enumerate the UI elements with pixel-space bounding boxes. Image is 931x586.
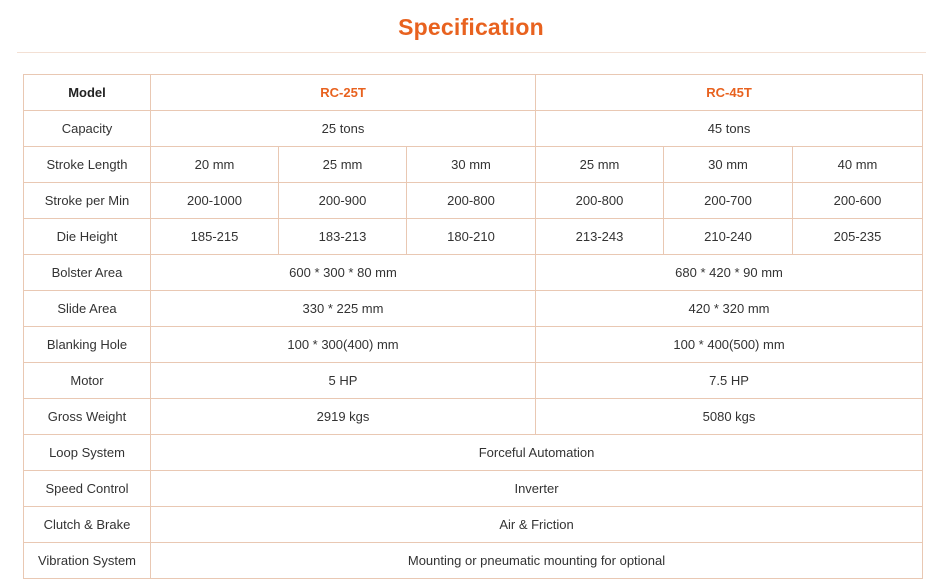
table-row	[24, 507, 923, 543]
specification-table	[23, 74, 923, 579]
table-cell: 420 * 320 mm	[536, 291, 923, 327]
row-label: Blanking Hole	[24, 327, 151, 363]
table-cell: 25 tons	[151, 111, 536, 147]
table-cell: 5080 kgs	[536, 399, 923, 435]
title-divider	[17, 52, 926, 53]
row-label: Clutch & Brake	[24, 507, 151, 543]
table-cell: 100 * 400(500) mm	[536, 327, 923, 363]
table-row	[24, 219, 923, 255]
table-cell: 205-235	[793, 219, 923, 255]
table-cell: 330 * 225 mm	[151, 291, 536, 327]
table-row	[24, 399, 923, 435]
row-label: Die Height	[24, 219, 151, 255]
table-row	[24, 183, 923, 219]
table-cell: 200-700	[664, 183, 793, 219]
table-cell: 180-210	[407, 219, 536, 255]
row-label: Bolster Area	[24, 255, 151, 291]
table-cell: 30 mm	[407, 147, 536, 183]
table-cell: Inverter	[151, 471, 923, 507]
table-cell: 30 mm	[664, 147, 793, 183]
table-cell: 213-243	[536, 219, 664, 255]
table-row	[24, 147, 923, 183]
table-cell: 25 mm	[279, 147, 407, 183]
row-label: Vibration System	[24, 543, 151, 579]
table-row	[24, 291, 923, 327]
table-cell: 200-600	[793, 183, 923, 219]
table-cell: 45 tons	[536, 111, 923, 147]
row-label: Stroke per Min	[24, 183, 151, 219]
table-cell: 185-215	[151, 219, 279, 255]
table-cell: 680 * 420 * 90 mm	[536, 255, 923, 291]
model-rc-25t: RC-25T	[151, 75, 536, 111]
row-label: Motor	[24, 363, 151, 399]
row-label: Loop System	[24, 435, 151, 471]
table-cell: Air & Friction	[151, 507, 923, 543]
table-cell: 20 mm	[151, 147, 279, 183]
table-row	[24, 111, 923, 147]
table-cell: 7.5 HP	[536, 363, 923, 399]
table-cell: 40 mm	[793, 147, 923, 183]
table-cell: 200-1000	[151, 183, 279, 219]
row-label: Slide Area	[24, 291, 151, 327]
table-cell: 2919 kgs	[151, 399, 536, 435]
page-title: Specification	[398, 14, 544, 40]
table-row	[24, 471, 923, 507]
table-row	[24, 543, 923, 579]
table-cell: 600 * 300 * 80 mm	[151, 255, 536, 291]
table-cell: 200-900	[279, 183, 407, 219]
table-cell: 25 mm	[536, 147, 664, 183]
table-cell: 183-213	[279, 219, 407, 255]
table-cell: Mounting or pneumatic mounting for optional	[151, 543, 923, 579]
table-cell: Forceful Automation	[151, 435, 923, 471]
row-label: Gross Weight	[24, 399, 151, 435]
table-cell: 5 HP	[151, 363, 536, 399]
row-label: Capacity	[24, 111, 151, 147]
table-header-row	[24, 75, 923, 111]
table-cell: 100 * 300(400) mm	[151, 327, 536, 363]
table-cell: 200-800	[407, 183, 536, 219]
table-cell: 200-800	[536, 183, 664, 219]
table-row	[24, 255, 923, 291]
table-row	[24, 435, 923, 471]
row-label: Speed Control	[24, 471, 151, 507]
table-cell: 210-240	[664, 219, 793, 255]
table-row	[24, 363, 923, 399]
table-row	[24, 327, 923, 363]
row-label: Stroke Length	[24, 147, 151, 183]
model-rc-45t: RC-45T	[536, 75, 923, 111]
model-header-label: Model	[24, 75, 151, 111]
